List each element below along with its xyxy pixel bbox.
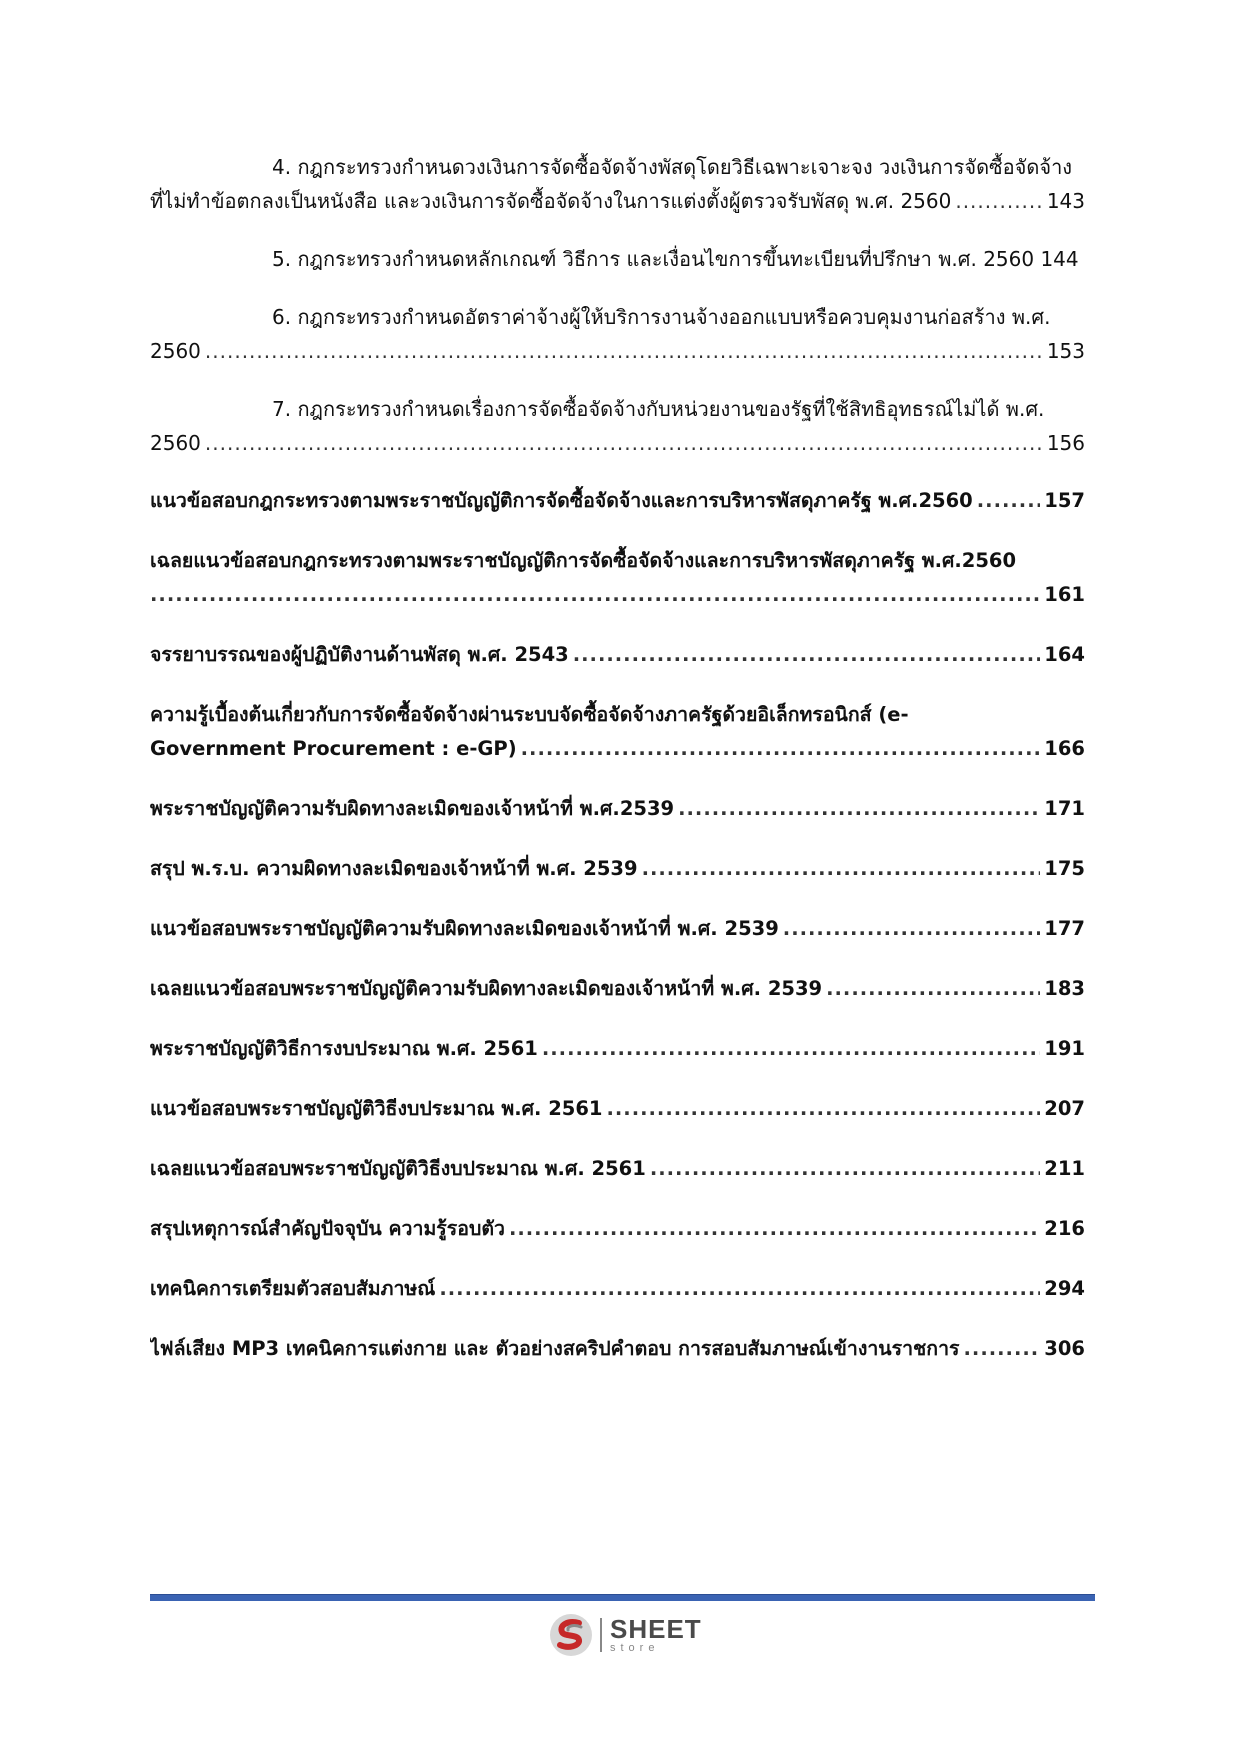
page-number: 164 bbox=[1044, 643, 1085, 666]
toc-entry-text: เฉลยแนวข้อสอบพระราชบัญญัติวิธีงบประมาณ พ.ศ. 2561 bbox=[150, 1157, 646, 1180]
page-number: 183 bbox=[1044, 977, 1085, 1000]
toc-entry-b3[interactable] bbox=[150, 638, 1085, 672]
page-number: 207 bbox=[1044, 1097, 1085, 1120]
page-number: 216 bbox=[1044, 1217, 1085, 1240]
toc-entry-b10[interactable] bbox=[150, 1092, 1085, 1126]
leader-dots bbox=[783, 912, 1041, 946]
leader-dots bbox=[964, 1332, 1041, 1366]
page-number: 306 bbox=[1044, 1337, 1085, 1360]
leader-dots bbox=[650, 1152, 1040, 1186]
toc-entry-b8[interactable] bbox=[150, 972, 1085, 1006]
page-number: 156 bbox=[1046, 431, 1085, 455]
page-number: 144 bbox=[1040, 247, 1079, 271]
leader-dots bbox=[642, 852, 1041, 886]
leader-dots bbox=[150, 578, 1040, 612]
page-number: 171 bbox=[1044, 797, 1085, 820]
page-number: 166 bbox=[1044, 737, 1085, 760]
sheet-store-logo bbox=[548, 1612, 702, 1658]
toc-entry-text: เทคนิคการเตรียมตัวสอบสัมภาษณ์ bbox=[150, 1277, 436, 1300]
leader-dots bbox=[439, 1272, 1040, 1306]
logo-wordmark bbox=[610, 1616, 702, 1654]
toc-entry-text: สรุปเหตุการณ์สำคัญปัจจุบัน ความรู้รอบตัว bbox=[150, 1217, 505, 1240]
page-number: 294 bbox=[1044, 1277, 1085, 1300]
page-number: 161 bbox=[1044, 583, 1085, 606]
toc-entry-text: ไฟล์เสียง MP3 เทคนิคการแต่งกาย และ ตัวอย่างสคริปคำตอบ การสอบสัมภาษณ์เข้างานราชการ bbox=[150, 1337, 960, 1360]
toc-entry-text: 2560 bbox=[150, 431, 201, 455]
leader-dots bbox=[205, 334, 1043, 368]
toc-entry-b4[interactable] bbox=[150, 698, 1085, 766]
toc-entry-text: แนวข้อสอบกฎกระทรวงตามพระราชบัญญัติการจัดซื้อจัดจ้างและการบริหารพัสดุภาครัฐ พ.ศ.2560 bbox=[150, 489, 973, 512]
toc-entry-text: Government Procurement : e-GP) bbox=[150, 737, 517, 760]
toc-entry-text: 2560 bbox=[150, 339, 201, 363]
toc-entry-b5[interactable] bbox=[150, 792, 1085, 826]
page-number: 177 bbox=[1044, 917, 1085, 940]
toc-entry-b2[interactable] bbox=[150, 544, 1085, 612]
toc-entry-b1[interactable] bbox=[150, 484, 1085, 518]
toc-entry-b14[interactable] bbox=[150, 1332, 1085, 1366]
toc-entry-b6[interactable] bbox=[150, 852, 1085, 886]
leader-dots bbox=[977, 484, 1041, 518]
page-number: 143 bbox=[1046, 189, 1085, 213]
table-of-contents bbox=[150, 150, 1085, 1392]
logo-brand-text: SHEET bbox=[610, 1614, 702, 1644]
leader-dots bbox=[509, 1212, 1040, 1246]
page-number: 175 bbox=[1044, 857, 1085, 880]
toc-entry-text: 7. กฎกระทรวงกำหนดเรื่องการจัดซื้อจัดจ้างกับหน่วยงานของรัฐที่ใช้สิทธิอุทธรณ์ไม่ได้ พ.ศ. bbox=[272, 397, 1045, 421]
toc-entry-text: พระราชบัญญัติความรับผิดทางละเมิดของเจ้าหน้าที่ พ.ศ.2539 bbox=[150, 797, 675, 820]
toc-entry-text: 4. กฎกระทรวงกำหนดวงเงินการจัดซื้อจัดจ้างพัสดุโดยวิธีเฉพาะเจาะจง วงเงินการจัดซื้อจัดจ้าง bbox=[272, 155, 1073, 179]
page-number: 157 bbox=[1044, 489, 1085, 512]
leader-dots bbox=[955, 184, 1042, 218]
toc-entry-text: 6. กฎกระทรวงกำหนดอัตราค่าจ้างผู้ให้บริการงานจ้างออกแบบหรือควบคุมงานก่อสร้าง พ.ศ. bbox=[272, 305, 1051, 329]
toc-entry-6[interactable] bbox=[150, 300, 1085, 368]
toc-entry-7[interactable] bbox=[150, 392, 1085, 460]
leader-dots bbox=[542, 1032, 1040, 1066]
leader-dots bbox=[678, 792, 1040, 826]
toc-entry-text: เฉลยแนวข้อสอบกฎกระทรวงตามพระราชบัญญัติการจัดซื้อจัดจ้างและการบริหารพัสดุภาครัฐ พ.ศ.2560 bbox=[150, 549, 1017, 572]
leader-dots bbox=[606, 1092, 1040, 1126]
toc-entry-5[interactable] bbox=[150, 242, 1085, 276]
logo-separator bbox=[600, 1618, 602, 1652]
leader-dots bbox=[205, 426, 1043, 460]
toc-entry-text: ความรู้เบื้องต้นเกี่ยวกับการจัดซื้อจัดจ้างผ่านระบบจัดซื้อจัดจ้างภาครัฐด้วยอิเล็กทรอนิกส์ (e- bbox=[150, 703, 909, 726]
logo-mark-icon bbox=[548, 1612, 594, 1658]
toc-entry-b7[interactable] bbox=[150, 912, 1085, 946]
toc-entry-b13[interactable] bbox=[150, 1272, 1085, 1306]
footer-rule bbox=[150, 1594, 1095, 1601]
page-number: 211 bbox=[1044, 1157, 1085, 1180]
leader-dots bbox=[573, 638, 1041, 672]
toc-entry-b9[interactable] bbox=[150, 1032, 1085, 1066]
toc-entry-text: สรุป พ.ร.บ. ความผิดทางละเมิดของเจ้าหน้าที่ พ.ศ. 2539 bbox=[150, 857, 638, 880]
toc-entry-text: เฉลยแนวข้อสอบพระราชบัญญัติความรับผิดทางละเมิดของเจ้าหน้าที่ พ.ศ. 2539 bbox=[150, 977, 823, 1000]
toc-entry-text: แนวข้อสอบพระราชบัญญัติวิธีงบประมาณ พ.ศ. 2561 bbox=[150, 1097, 603, 1120]
toc-entry-text: 5. กฎกระทรวงกำหนดหลักเกณฑ์ วิธีการ และเงื่อนไขการขึ้นทะเบียนที่ปรึกษา พ.ศ. 2560 bbox=[272, 247, 1035, 271]
page-number: 153 bbox=[1046, 339, 1085, 363]
leader-dots bbox=[521, 732, 1041, 766]
leader-dots bbox=[826, 972, 1040, 1006]
toc-entry-text: แนวข้อสอบพระราชบัญญัติความรับผิดทางละเมิดของเจ้าหน้าที่ พ.ศ. 2539 bbox=[150, 917, 779, 940]
logo-sub-text: store bbox=[610, 1642, 660, 1654]
toc-entry-4[interactable] bbox=[150, 150, 1085, 218]
toc-entry-text: ที่ไม่ทำข้อตกลงเป็นหนังสือ และวงเงินการจัดซื้อจัดจ้างในการแต่งตั้งผู้ตรวจรับพัสดุ พ.ศ. 2560 bbox=[150, 189, 952, 213]
toc-entry-b11[interactable] bbox=[150, 1152, 1085, 1186]
page-number: 191 bbox=[1044, 1037, 1085, 1060]
toc-entry-b12[interactable] bbox=[150, 1212, 1085, 1246]
toc-entry-text: จรรยาบรรณของผู้ปฏิบัติงานด้านพัสดุ พ.ศ. 2543 bbox=[150, 643, 569, 666]
toc-entry-text: พระราชบัญญัติวิธีการงบประมาณ พ.ศ. 2561 bbox=[150, 1037, 538, 1060]
